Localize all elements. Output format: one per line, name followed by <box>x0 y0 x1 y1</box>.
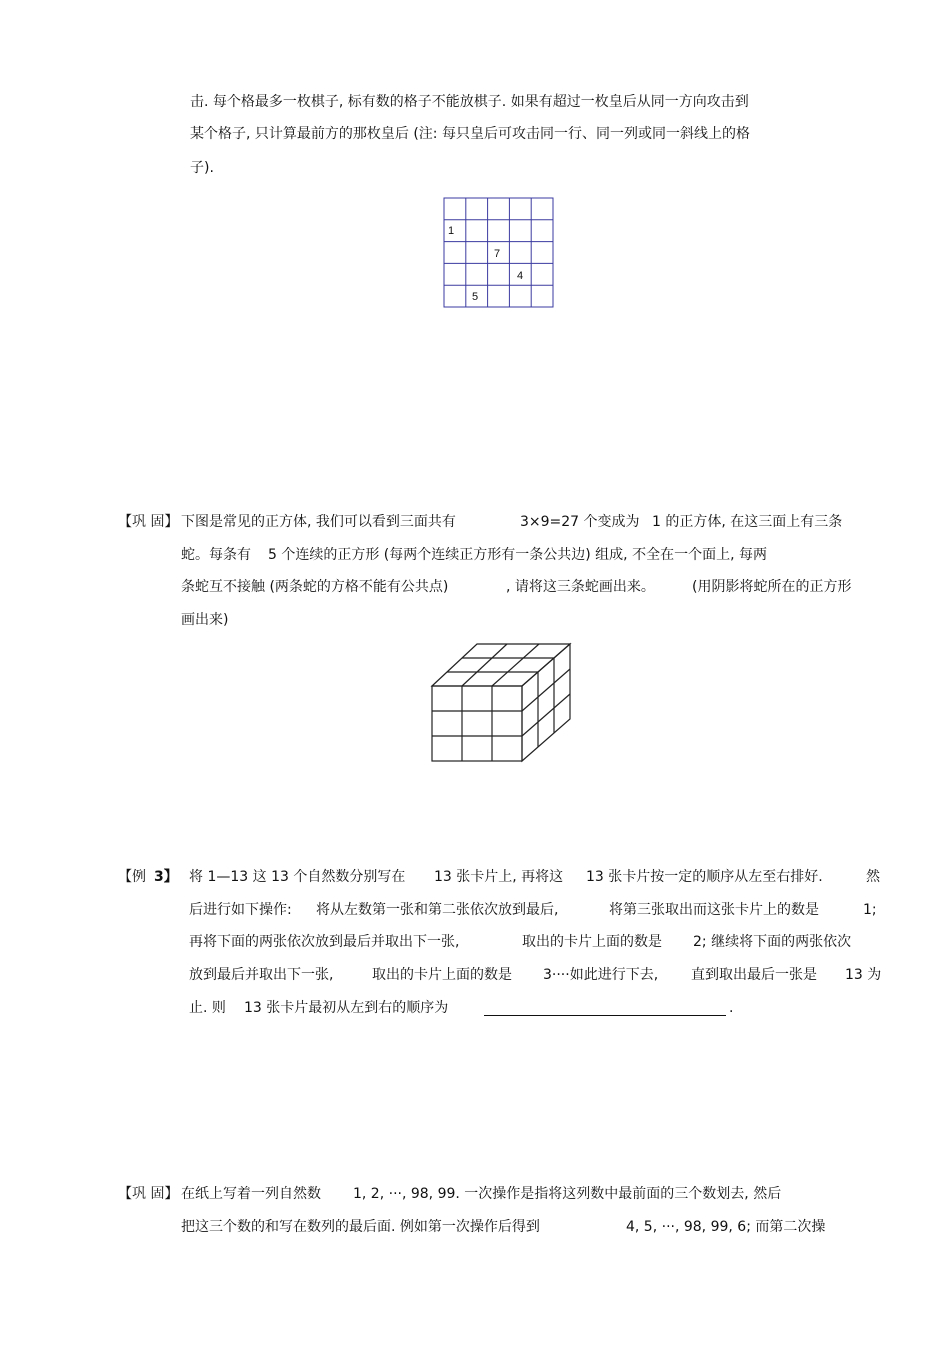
consolidate1-line1-c: 1 的正方体, 在这三面上有三条 <box>652 514 843 530</box>
example3-line2-b: 将从左数第一张和第二张依次放到最后, <box>316 902 559 918</box>
grid-cell-value: 1 <box>448 225 455 237</box>
example3-line2-c: 将第三张取出而这张卡片上的数是 <box>609 902 819 918</box>
grid-cell-value: 7 <box>494 248 501 260</box>
example3-line5-end: . <box>729 1000 734 1016</box>
consolidate-tag: 【巩 固】 <box>118 514 179 530</box>
example3-line1-d: 然 <box>866 869 880 885</box>
consolidate1-line1-b: 3×9=27 个变成为 <box>520 514 640 530</box>
consolidate1-line3-b: , 请将这三条蛇画出来。 <box>506 579 655 595</box>
intro-line-2: 某个格子, 只计算最前方的那枚皇后 (注: 每只皇后可攻击同一行、同一列或同一斜线上的格 <box>190 126 750 142</box>
cube-figure <box>425 640 575 768</box>
example3-line4-e: 13 为 <box>845 967 882 983</box>
consolidate1-line2-a: 蛇。每条有 <box>181 547 251 563</box>
consolidate1-line3-c: (用阴影将蛇所在的正方形 <box>692 579 852 595</box>
example3-line4-a: 放到最后并取出下一张, <box>189 967 334 983</box>
example3-line3-b: 取出的卡片上面的数是 <box>522 934 662 950</box>
intro-line-1: 击. 每个格最多一枚棋子, 标有数的格子不能放棋子. 如果有超过一枚皇后从同一方向攻击到 <box>190 94 749 110</box>
consolidate2-line1-b: 1, 2, ···, 98, 99. 一次操作是指将这列数中最前面的三个数划去, 然后 <box>353 1186 782 1202</box>
queens-grid <box>440 196 556 312</box>
grid-cell-value: 4 <box>517 270 524 282</box>
example-tag: 【例 <box>118 869 146 885</box>
example3-line2-d: 1; <box>863 902 877 918</box>
answer-blank[interactable] <box>484 1000 726 1016</box>
example3-line3-c: 2; 继续将下面的两张依次 <box>693 934 852 950</box>
intro-line-3: 子). <box>190 160 214 176</box>
example3-line2-a: 后进行如下操作: <box>189 902 292 918</box>
consolidate-tag: 【巩 固】 <box>118 1186 179 1202</box>
example3-line3-a: 再将下面的两张依次放到最后并取出下一张, <box>189 934 460 950</box>
example3-line4-c: 3····如此进行下去, <box>543 967 659 983</box>
example3-line4-b: 取出的卡片上面的数是 <box>372 967 512 983</box>
example3-line5-a: 止. 则 <box>189 1000 226 1016</box>
grid-cell-value: 5 <box>472 291 479 303</box>
consolidate1-line1-a: 下图是常见的正方体, 我们可以看到三面共有 <box>181 514 456 530</box>
example3-line1-c: 13 张卡片按一定的顺序从左至右排好. <box>586 869 823 885</box>
consolidate1-line3-a: 条蛇互不接触 (两条蛇的方格不能有公共点) <box>181 579 449 595</box>
example3-line4-d: 直到取出最后一张是 <box>691 967 817 983</box>
example3-line5-b: 13 张卡片最初从左到右的顺序为 <box>244 1000 449 1016</box>
consolidate1-line2-b: 5 个连续的正方形 (每两个连续正方形有一条公共边) 组成, 不全在一个面上, 每两 <box>268 547 767 563</box>
example3-line1-a: 将 1—13 这 13 个自然数分别写在 <box>189 869 406 885</box>
consolidate2-line2-b: 4, 5, ···, 98, 99, 6; 而第二次操 <box>626 1219 826 1235</box>
consolidate2-line1-a: 在纸上写着一列自然数 <box>181 1186 321 1202</box>
consolidate1-line4: 画出来) <box>181 612 229 628</box>
consolidate2-line2-a: 把这三个数的和写在数列的最后面. 例如第一次操作后得到 <box>181 1219 540 1235</box>
example-number: 3】 <box>154 869 178 885</box>
example3-line1-b: 13 张卡片上, 再将这 <box>434 869 564 885</box>
